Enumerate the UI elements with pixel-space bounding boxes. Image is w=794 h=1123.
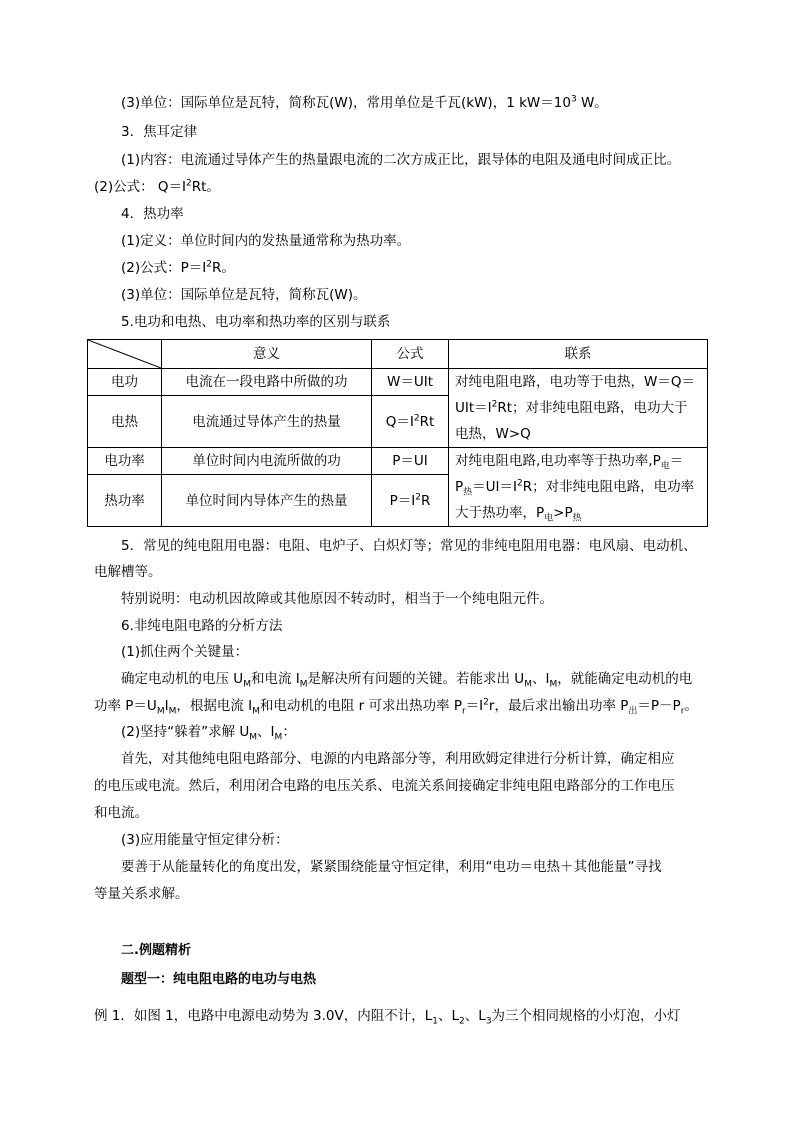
power-formula-line: 功率 $P=U_MI_M$，根据电流 $I_M$和电动机的电阻 r 可求出热功率 $P_r=I^2r$，最后求出输出功率 $P_出=P-P_r$。 bbox=[94, 697, 698, 717]
first-paragraph-l3: 和电流。 bbox=[94, 805, 148, 821]
table-row bbox=[88, 448, 708, 475]
row-meaning: 单位时间内电流所做的功 bbox=[162, 448, 372, 475]
row-formula: W＝UIt bbox=[372, 369, 449, 396]
relation-cell-2: 对纯电阻电路,电功率等于热功率$,P_电=$ $P_热=UI=I^2R$；对非纯电阻电路，电功率 大于热功率，$P_电>P_热$ bbox=[449, 448, 708, 527]
row-formula: $P=I^2R$ bbox=[372, 475, 449, 527]
key-quantities: 确定电动机的电压 $U_M$和电流 $I_M$是解决所有问题的关键。若能求出 $U_M$、$I_M$，就能确定电动机的电 bbox=[121, 671, 693, 690]
row-name: 电功率 bbox=[88, 448, 162, 475]
table-row bbox=[88, 369, 708, 396]
heat-power-heading: 4．热功率 bbox=[121, 206, 184, 222]
heat-power-definition: (1)定义：单位时间内的发热量通常称为热功率。 bbox=[121, 233, 411, 249]
comparison-table bbox=[87, 339, 708, 527]
example-one-text: 例 1．如图 1，电路中电源电动势为 3.0V，内阻不计，$L_1$、$L_2$、$L_3$为三个相同规格的小灯泡，小灯 bbox=[94, 1008, 681, 1027]
header-relation: 联系 bbox=[449, 340, 708, 369]
row-meaning: 单位时间内导体产生的热量 bbox=[162, 475, 372, 527]
energy-l1: 要善于从能量转化的角度出发，紧紧围绕能量守恒定律，利用“电功＝电热＋其他能量”寻找 bbox=[121, 859, 662, 875]
header-formula: 公式 bbox=[372, 340, 449, 369]
table-heading: 5.电功和电热、电功率和热功率的区别与联系 bbox=[121, 314, 391, 330]
heat-power-formula: (2)公式：$P=I^2R$。 bbox=[121, 259, 235, 276]
first-paragraph-l1: 首先，对其他纯电阻电路部分、电源的内电路部分等，利用欧姆定律进行分析计算，确定相应 bbox=[121, 751, 675, 767]
joule-formula: (2)公式： $Q=I^2Rt$。 bbox=[94, 178, 220, 195]
unit-power-line: (3)单位：国际单位是瓦特，简称瓦(W)，常用单位是千瓦(kW)，1 $kW=10^3$ W。 bbox=[121, 94, 608, 111]
relation-cell-1: 对纯电阻电路，电功等于电热，W＝Q＝ $UIt=I^2Rt$；对非纯电阻电路，电功大于 电热，W>Q bbox=[449, 369, 708, 448]
type-one-heading: 题型一：纯电阻电路的电功与电热 bbox=[121, 972, 317, 987]
common-appliances-cont: 电解槽等。 bbox=[94, 564, 162, 580]
special-note: 特别说明：电动机因故障或其他原因不转动时，相当于一个纯电阻元件。 bbox=[121, 591, 553, 607]
persist-line: (2)坚持“躲着”求解 $U_M$、$I_M$： bbox=[121, 724, 296, 743]
table-header-row bbox=[88, 340, 708, 369]
grab-two-keys: (1)抓住两个关键量： bbox=[121, 644, 249, 660]
row-name: 热功率 bbox=[88, 475, 162, 527]
energy-l2: 等量关系求解。 bbox=[94, 886, 189, 902]
examples-heading: 二.例题精析 bbox=[121, 943, 191, 958]
diagonal-corner-cell bbox=[88, 340, 162, 369]
row-formula: P＝UI bbox=[372, 448, 449, 475]
row-name: 电功 bbox=[88, 369, 162, 396]
energy-heading: (3)应用能量守恒定律分析： bbox=[121, 832, 289, 848]
header-meaning: 意义 bbox=[162, 340, 372, 369]
joule-heading: 3．焦耳定律 bbox=[121, 124, 198, 140]
common-appliances: 5．常见的纯电阻用电器：电阻、电炉子、白炽灯等；常见的非纯电阻用电器：电风扇、电动机、 bbox=[121, 538, 697, 554]
method-heading: 6.非纯电阻电路的分析方法 bbox=[121, 618, 283, 634]
row-meaning: 电流在一段电路中所做的功 bbox=[162, 369, 372, 396]
heat-power-unit: (3)单位：国际单位是瓦特，简称瓦(W)。 bbox=[121, 287, 367, 303]
row-formula: $Q=I^2Rt$ bbox=[372, 396, 449, 448]
row-name: 电热 bbox=[88, 396, 162, 448]
first-paragraph-l2: 的电压或电流。然后，利用闭合电路的电压关系、电流关系间接确定非纯电阻电路部分的工作电压 bbox=[94, 778, 675, 794]
row-meaning: 电流通过导体产生的热量 bbox=[162, 396, 372, 448]
joule-content: (1)内容：电流通过导体产生的热量跟电流的二次方成正比，跟导体的电阻及通电时间成正比。 bbox=[121, 152, 681, 168]
